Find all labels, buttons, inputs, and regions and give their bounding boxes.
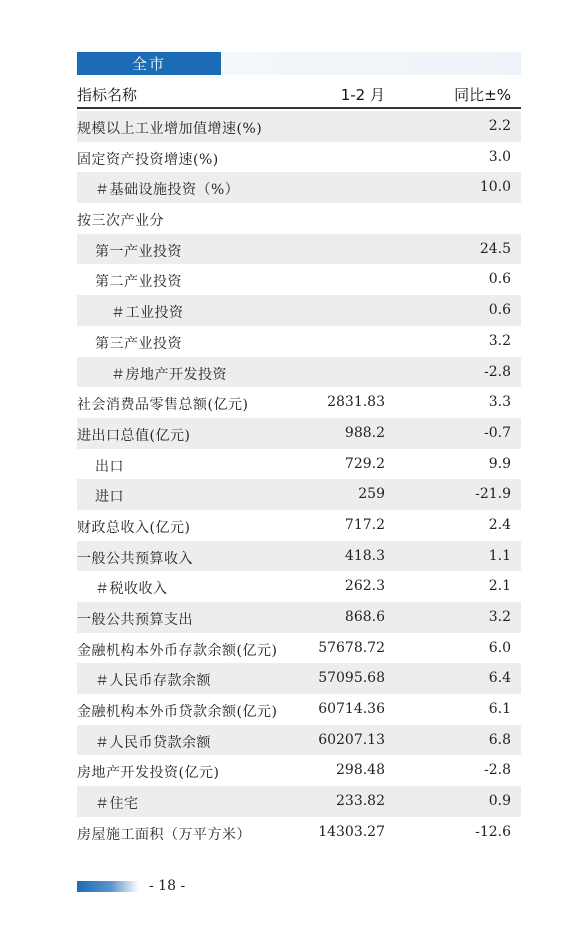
table-row (77, 479, 521, 510)
row-change: -21.9 (475, 486, 511, 503)
table-row (77, 633, 521, 664)
row-value: 60207.13 (318, 731, 385, 748)
row-value: 57095.68 (318, 670, 385, 687)
table-row (77, 203, 521, 234)
row-indicator-name: 第二产业投资 (95, 274, 182, 291)
row-change: 6.1 (488, 701, 511, 718)
table-header (77, 80, 521, 109)
row-change: -2.8 (484, 762, 511, 779)
table-row (77, 541, 521, 572)
row-change: 6.4 (488, 670, 511, 687)
row-indicator-name: ＃税收收入 (95, 581, 168, 598)
row-indicator-name: ＃人民币存款余额 (95, 673, 211, 690)
table-row (77, 817, 521, 848)
table-row (77, 694, 521, 725)
row-indicator-name: ＃基础设施投资（%） (95, 182, 240, 199)
statistics-table (77, 111, 521, 848)
row-change: 0.9 (488, 793, 511, 810)
table-row (77, 571, 521, 602)
row-change: 9.9 (488, 455, 511, 472)
row-value: 233.82 (336, 793, 385, 810)
row-indicator-name: 一般公共预算收入 (77, 550, 193, 567)
row-indicator-name: 一般公共预算支出 (77, 612, 193, 628)
row-indicator-name: ＃住宅 (95, 796, 139, 813)
table-row (77, 418, 521, 449)
row-value: 2831.83 (327, 394, 385, 411)
row-indicator-name: 第一产业投资 (95, 243, 182, 260)
row-change: 3.2 (488, 609, 511, 625)
row-change: 3.2 (488, 332, 511, 349)
row-indicator-name: ＃工业投资 (111, 305, 184, 322)
row-value: 14303.27 (318, 823, 385, 840)
table-row (77, 264, 521, 295)
row-change: 1.1 (488, 547, 511, 564)
row-value: 298.48 (336, 762, 385, 779)
section-title: 全市 (77, 52, 221, 75)
row-indicator-name: 进口 (95, 489, 124, 506)
row-value: 729.2 (344, 455, 385, 472)
row-indicator-name: 房地产开发投资(亿元) (77, 765, 220, 782)
row-change: 2.2 (488, 118, 511, 134)
row-value: 717.2 (344, 516, 385, 533)
table-row (77, 663, 521, 694)
table-row (77, 725, 521, 756)
table-row (77, 449, 521, 480)
page-number: - 18 - (149, 878, 186, 894)
row-change: -0.7 (484, 424, 511, 441)
row-value: 988.2 (344, 424, 385, 441)
table-row (77, 142, 521, 173)
row-change: 2.4 (488, 516, 511, 533)
row-change: 6.0 (488, 639, 511, 656)
row-indicator-name: 出口 (95, 458, 124, 475)
table-row (77, 326, 521, 357)
table-row (77, 755, 521, 786)
row-indicator-name: ＃房地产开发投资 (111, 366, 227, 383)
row-indicator-name: 金融机构本外币贷款余额(亿元) (77, 704, 278, 721)
row-value: 262.3 (344, 578, 385, 595)
table-row (77, 786, 521, 817)
row-indicator-name: 第三产业投资 (95, 335, 182, 352)
table-row (77, 111, 521, 142)
row-value: 60714.36 (318, 701, 385, 718)
column-header-value: 1-2 月 (340, 86, 385, 104)
table-row (77, 602, 521, 633)
section-banner (77, 52, 521, 75)
row-indicator-name: 规模以上工业增加值增速(%) (77, 121, 263, 137)
row-value: 57678.72 (318, 639, 385, 656)
row-change: 3.0 (488, 148, 511, 165)
row-indicator-name: 进出口总值(亿元) (77, 427, 191, 444)
table-row (77, 172, 521, 203)
row-indicator-name: 社会消费品零售总额(亿元) (77, 397, 249, 414)
row-change: 2.1 (488, 578, 511, 595)
table-row (77, 510, 521, 541)
row-indicator-name: ＃人民币贷款余额 (95, 734, 211, 751)
row-change: 6.8 (488, 731, 511, 748)
table-row (77, 234, 521, 265)
row-change: 0.6 (488, 271, 511, 288)
column-header-name: 指标名称 (77, 86, 138, 104)
row-indicator-name: 固定资产投资增速(%) (77, 151, 219, 168)
footer-decoration (77, 881, 139, 892)
row-change: -2.8 (484, 363, 511, 380)
row-change: 0.6 (488, 302, 511, 319)
row-indicator-name: 按三次产业分 (77, 213, 164, 230)
table-row (77, 387, 521, 418)
row-change: 24.5 (479, 240, 511, 257)
row-change: 10.0 (479, 179, 511, 196)
row-indicator-name: 房屋施工面积（万平方米） (77, 826, 251, 843)
row-change: -12.6 (475, 823, 511, 840)
table-row (77, 295, 521, 326)
row-indicator-name: 财政总收入(亿元) (77, 519, 191, 536)
row-value: 868.6 (344, 609, 385, 625)
row-value: 259 (358, 486, 385, 503)
column-header-change: 同比±% (454, 86, 511, 104)
row-change: 3.3 (488, 394, 511, 411)
row-indicator-name: 金融机构本外币存款余额(亿元) (77, 642, 278, 659)
row-value: 418.3 (344, 547, 385, 564)
table-row (77, 357, 521, 388)
